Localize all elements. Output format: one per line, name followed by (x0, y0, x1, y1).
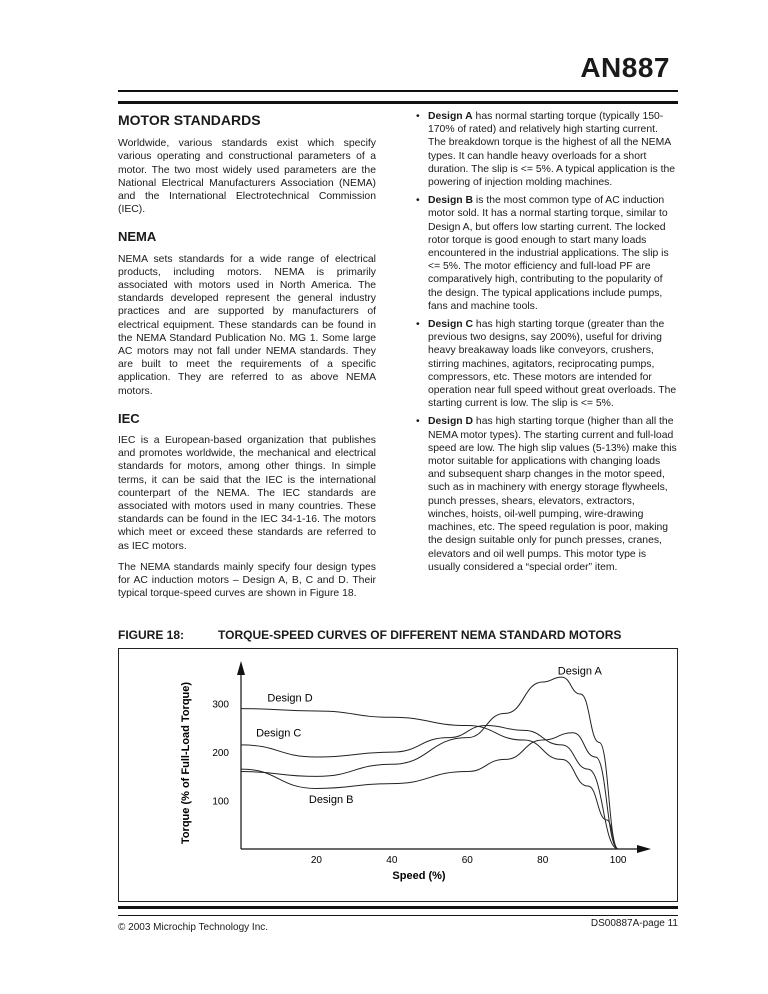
figure-title: TORQUE-SPEED CURVES OF DIFFERENT NEMA STANDARD MOTORS (218, 628, 622, 642)
x-tick-label: 40 (386, 855, 398, 866)
x-axis-label: Speed (%) (392, 870, 446, 882)
footer-rule (118, 906, 678, 916)
design-a-item (418, 110, 678, 189)
x-tick-label: 20 (310, 855, 322, 866)
paragraph-motor-standards: Worldwide, various standards exist which specify various operating and constructional parameters of a motor. The two most widely used parameters are the National Electrical Manufacturers Association (NEMA) and the International Electrotechnical Commission (IEC). (118, 138, 376, 216)
y-tick-label: 200 (212, 748, 229, 760)
design-a-lead: Design A (428, 111, 473, 122)
y-axis-label: Torque (% of Full-Load Torque) (180, 681, 192, 845)
x-axis-arrow (637, 845, 651, 853)
footer-page-number: DS00887A-page 11 (590, 918, 678, 929)
design-d-item (418, 415, 678, 573)
x-tick-label: 60 (461, 855, 473, 866)
y-tick-label: 100 (212, 796, 229, 808)
x-tick-label: 80 (537, 855, 549, 866)
heading-motor-standards: MOTOR STANDARDS (118, 112, 261, 128)
design-c-item (418, 318, 678, 410)
series-label-design-b: Design B (308, 794, 354, 806)
figure-caption (118, 628, 621, 642)
heading-nema: NEMA (118, 229, 157, 245)
y-axis-arrow (237, 661, 245, 675)
design-d-text: has high starting torque (higher than all the NEMA motor types). The starting current and full-load speed are low. The high slip values (5-13%) make this motor suitable for applications with changing loads and subsequent sharp changes in the motor speed, such as in machinery with energy storage flywheels, punch presses, shears, elevators, extractors, winches, hoists, oil-well pumping, wire-drawing machines, etc. The speed regulation is poor, making the design suitable only for punch presses, cranes, elevators and oil well pumps. This motor type is usually considered a “special order” item. (428, 416, 677, 573)
series-label-design-c: Design C (256, 727, 302, 740)
design-d-lead: Design D (428, 416, 474, 428)
design-b-lead: Design B (428, 195, 474, 207)
series-line-design-c (241, 726, 618, 849)
torque-speed-chart (119, 649, 679, 903)
design-c-lead: Design C (428, 319, 474, 331)
right-column (418, 110, 678, 579)
design-b-text: is the most common type of AC induction motor sold. It has a normal starting torque, similar to Design A, but offers low starting current. The locked rotor torque is good enough to start many loads encountered in the industrial applications. The slip is <= 5%. The motor efficiency and full-load PF are comparatively high, contributing to the popularity of the design. The typical applications include pumps, fans and machine tools. (428, 195, 669, 312)
paragraph-iec-2: The NEMA standards mainly specify four design types for AC induction motors – Design A, B, C and D. Their typical torque-speed curves are shown in Figure 18. (118, 561, 376, 600)
design-a-text: has normal starting torque (typically 150-170% of rated) and relatively high starting current. The breakdown torque is the highest of all the NEMA types. It can handle heavy overloads for a short duration. The slip is <= 5%. A typical application is the powering of injection molding machines. (428, 111, 676, 189)
series-label-design-d: Design D (267, 692, 313, 705)
figure-18-chart (118, 648, 678, 902)
design-b-item (418, 194, 678, 313)
series-line-design-b (241, 733, 618, 849)
x-tick-label: 100 (609, 855, 627, 866)
series-label-design-a: Design A (557, 665, 602, 678)
heading-iec: IEC (118, 410, 140, 426)
header-rule (118, 90, 678, 104)
design-list (418, 110, 678, 574)
design-c-text: has high starting torque (greater than the previous two designs, say 200%), useful for driving heavy breakaway loads like conveyors, crushers, stirring machines, agitators, reciprocating pumps, compressors, etc. These motors are intended for operation near full speed without great overloads. The starting current is low. The slip is <= 5%. (428, 319, 677, 410)
y-tick-label: 300 (212, 699, 229, 711)
footer-copyright: © 2003 Microchip Technology Inc. (118, 922, 269, 933)
paragraph-nema: NEMA sets standards for a wide range of electrical products, including motors. NEMA is primarily associated with motors used in North America. The standards developed represent the general industry practices and are supported by manufacturers of electrical equipment. These standards can be found in the NEMA Standard Publication No. MG 1. Some large AC motors may not fall under NEMA standards. They are built to meet the requirements of a specific application. They are referred to as above NEMA motors. (118, 253, 376, 397)
paragraph-iec-1: IEC is a European-based organization that publishes and promotes worldwide, the mechanical and electrical standards for motors, among other things. In simple terms, it can be said that the IEC is the international counterpart of the NEMA. The IEC standards are associated with motors used in many countries. These standards can be found in the IEC 34-1-16. The motors which meet or exceed these standards are referred to as IEC motors. (118, 435, 376, 552)
document-id: AN887 (580, 52, 670, 83)
left-column (118, 110, 376, 609)
figure-number: FIGURE 18: (118, 628, 185, 642)
